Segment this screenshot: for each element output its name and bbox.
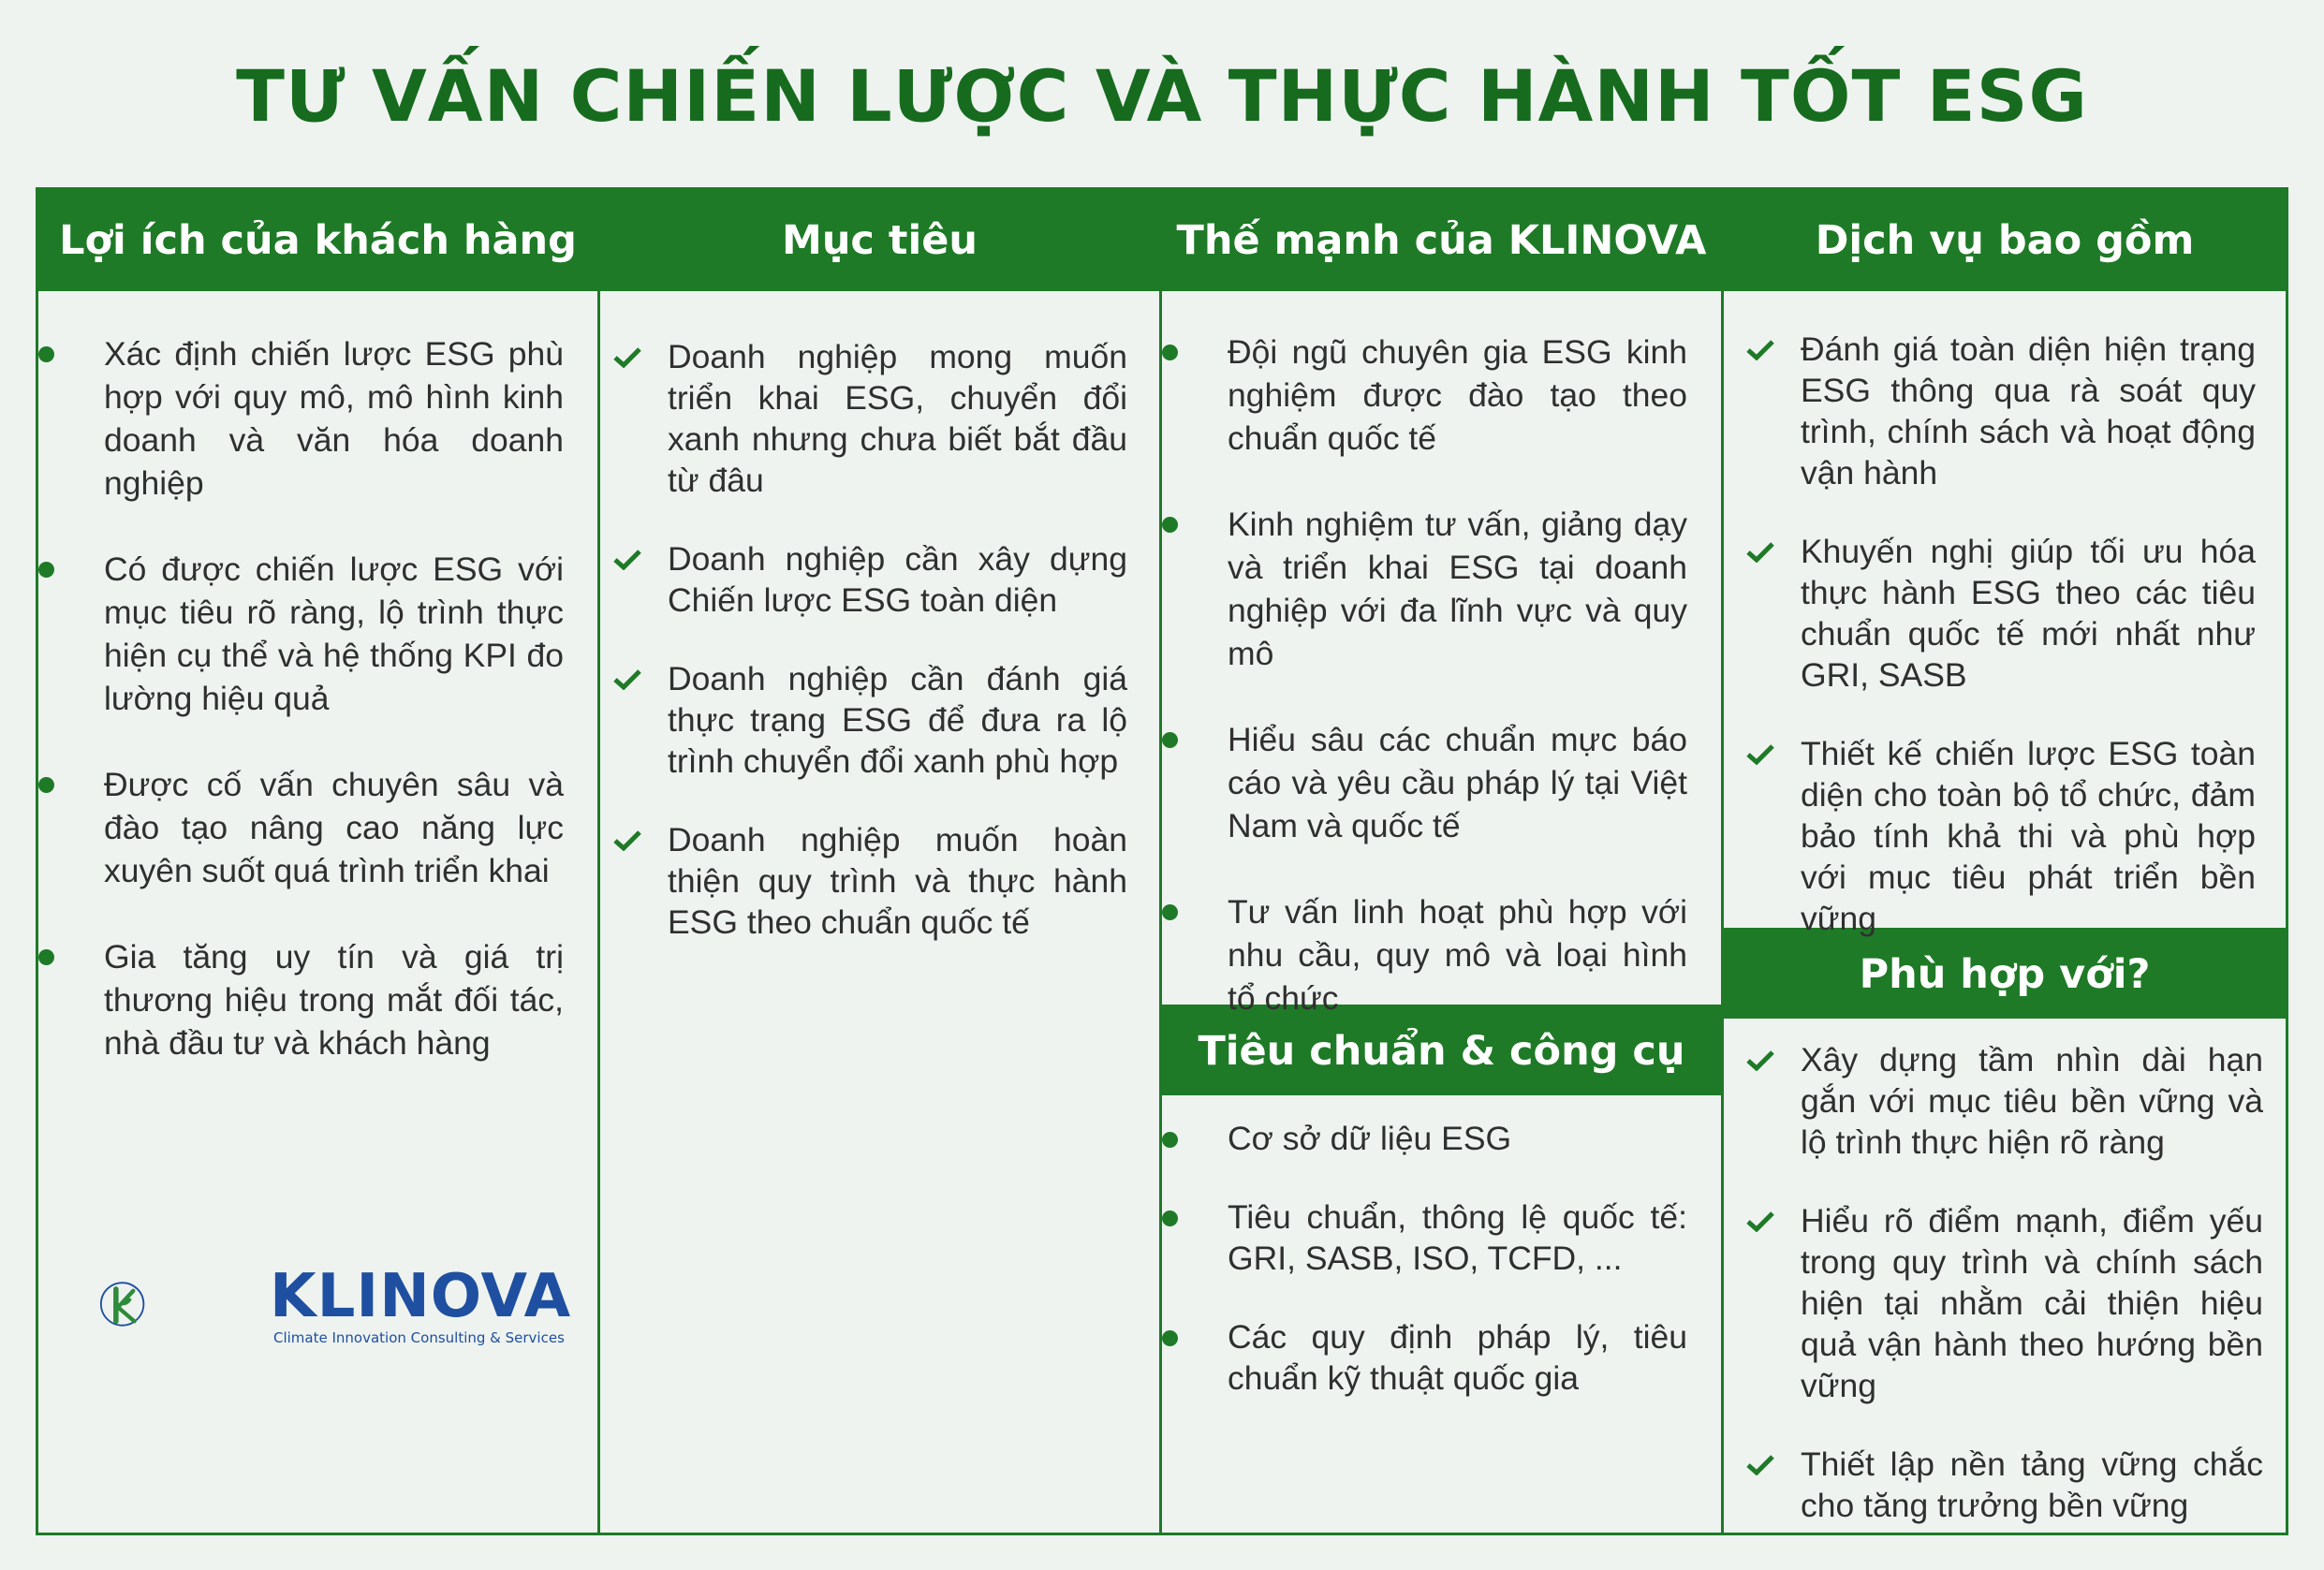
bullet-dot-icon bbox=[1162, 732, 1178, 748]
list-item: Doanh nghiệp muốn hoàn thiện quy trình và thực hành ESG theo chuẩn quốc tế bbox=[613, 819, 1159, 943]
list-item: Thiết lập nền tảng vững chắc cho tăng trưởng bền vững bbox=[1746, 1444, 2286, 1526]
goals-column bbox=[600, 190, 1162, 1533]
list-item: Đánh giá toàn diện hiện trạng ESG thông qua rà soát quy trình, chính sách và hoạt động vận hành bbox=[1746, 329, 2286, 493]
list-item: Các quy định pháp lý, tiêu chuẩn kỹ thuật quốc gia bbox=[1162, 1316, 1721, 1399]
fit-heading: Phù hợp với? bbox=[1724, 928, 2286, 1019]
services-list bbox=[1724, 329, 2286, 937]
strengths-heading: Thế mạnh của KLINOVA bbox=[1162, 190, 1721, 291]
services-column bbox=[1724, 190, 2286, 1533]
check-icon bbox=[1746, 1050, 1774, 1071]
klinova-logo-icon bbox=[99, 1232, 249, 1382]
list-item: Đội ngũ chuyên gia ESG kinh nghiệm được đào tạo theo chuẩn quốc tế bbox=[1162, 330, 1721, 460]
bullet-dot-icon bbox=[1162, 904, 1178, 920]
page-title: TƯ VẤN CHIẾN LƯỢC VÀ THỰC HÀNH TỐT ESG bbox=[236, 54, 2088, 138]
check-icon bbox=[613, 669, 641, 690]
list-item: Thiết kế chiến lược ESG toàn diện cho toàn bộ tổ chức, đảm bảo tính khả thi và phù hợp với mục tiêu phát triển bền vững bbox=[1746, 733, 2286, 939]
check-icon bbox=[613, 550, 641, 570]
list-item: Cơ sở dữ liệu ESG bbox=[1162, 1118, 1721, 1159]
list-item: Hiểu rõ điểm mạnh, điểm yếu trong quy trình và chính sách hiện tại nhằm cải thiện hiệu quả vận hành theo hướng bền vững bbox=[1746, 1200, 2286, 1406]
check-icon bbox=[613, 347, 641, 368]
fit-list bbox=[1724, 1039, 2286, 1526]
list-item: Doanh nghiệp mong muốn triển khai ESG, chuyển đổi xanh nhưng chưa biết bắt đầu từ đâu bbox=[613, 336, 1159, 501]
check-icon bbox=[1746, 744, 1774, 765]
bullet-dot-icon bbox=[1162, 1330, 1178, 1346]
check-icon bbox=[1746, 340, 1774, 360]
bullet-dot-icon bbox=[1162, 1132, 1178, 1148]
list-item: Doanh nghiệp cần đánh giá thực trạng ESG để đưa ra lộ trình chuyển đổi xanh phù hợp bbox=[613, 658, 1159, 782]
bullet-dot-icon bbox=[38, 949, 54, 965]
list-item: Có được chiến lược ESG với mục tiêu rõ ràng, lộ trình thực hiện cụ thể và hệ thống KPI đo lường hiệu quả bbox=[38, 548, 597, 720]
check-icon bbox=[613, 830, 641, 851]
services-heading: Dịch vụ bao gồm bbox=[1724, 190, 2286, 291]
benefits-list bbox=[38, 332, 597, 1064]
goals-list bbox=[600, 336, 1159, 943]
strengths-list bbox=[1162, 330, 1721, 1017]
bullet-dot-icon bbox=[1162, 345, 1178, 360]
bullet-dot-icon bbox=[1162, 517, 1178, 533]
standards-list bbox=[1162, 1118, 1721, 1399]
list-item: Xây dựng tầm nhìn dài hạn gắn với mục tiêu bền vững và lộ trình thực hiện rõ ràng bbox=[1746, 1039, 2286, 1163]
logo-tagline: Climate Innovation Consulting & Services bbox=[273, 1329, 565, 1346]
list-item: Tiêu chuẩn, thông lệ quốc tế: GRI, SASB, ISO, TCFD, ... bbox=[1162, 1196, 1721, 1279]
list-item: Doanh nghiệp cần xây dựng Chiến lược ESG toàn diện bbox=[613, 538, 1159, 621]
logo-name: KLINOVA bbox=[270, 1262, 572, 1331]
check-icon bbox=[1746, 542, 1774, 563]
list-item: Gia tăng uy tín và giá trị thương hiệu trong mắt đối tác, nhà đầu tư và khách hàng bbox=[38, 935, 597, 1064]
list-item: Kinh nghiệm tư vấn, giảng dạy và triển khai ESG tại doanh nghiệp với đa lĩnh vực và quy mô bbox=[1162, 503, 1721, 675]
list-item: Hiểu sâu các chuẩn mực báo cáo và yêu cầu pháp lý tại Việt Nam và quốc tế bbox=[1162, 718, 1721, 847]
bullet-dot-icon bbox=[38, 777, 54, 793]
check-icon bbox=[1746, 1455, 1774, 1475]
standards-heading: Tiêu chuẩn & công cụ bbox=[1162, 1005, 1721, 1095]
list-item: Được cố vấn chuyên sâu và đào tạo nâng cao năng lực xuyên suốt quá trình triển khai bbox=[38, 763, 597, 892]
list-item: Xác định chiến lược ESG phù hợp với quy mô, mô hình kinh doanh và văn hóa doanh nghiệp bbox=[38, 332, 597, 505]
bullet-dot-icon bbox=[1162, 1211, 1178, 1226]
benefits-heading: Lợi ích của khách hàng bbox=[38, 190, 597, 291]
strengths-column bbox=[1162, 190, 1724, 1533]
goals-heading: Mục tiêu bbox=[600, 190, 1159, 291]
list-item: Tư vấn linh hoạt phù hợp với nhu cầu, quy mô và loại hình tổ chức bbox=[1162, 890, 1721, 1020]
bullet-dot-icon bbox=[38, 346, 54, 362]
list-item: Khuyến nghị giúp tối ưu hóa thực hành ESG theo các tiêu chuẩn quốc tế mới nhất như GRI, SASB bbox=[1746, 531, 2286, 696]
bullet-dot-icon bbox=[38, 562, 54, 578]
check-icon bbox=[1746, 1211, 1774, 1232]
